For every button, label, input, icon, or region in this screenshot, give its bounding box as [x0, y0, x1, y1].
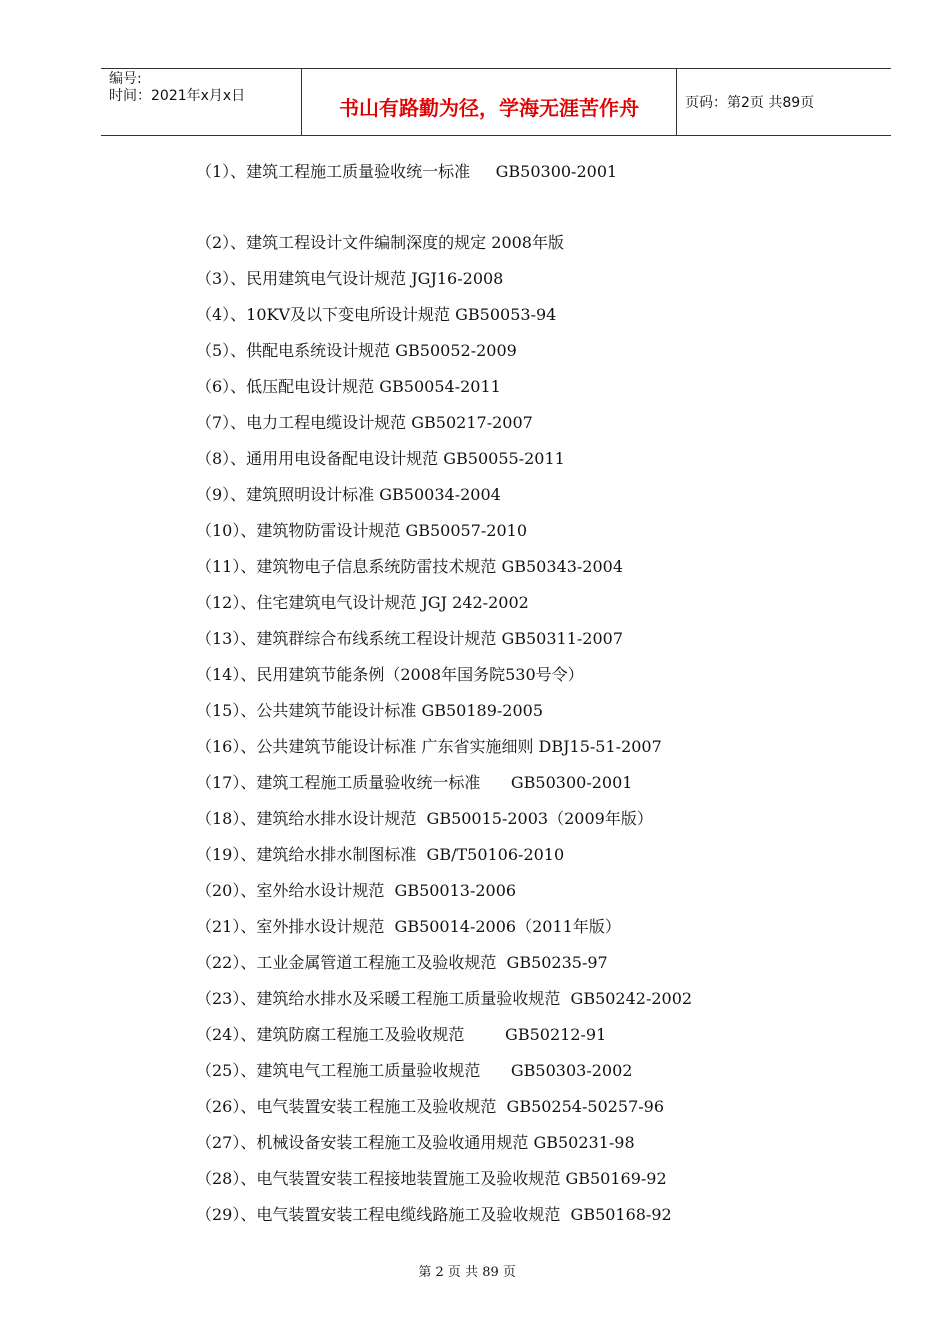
list-item: （27）、机械设备安装工程施工及验收通用规范 GB50231-98	[196, 1133, 635, 1152]
list-item: （24）、建筑防腐工程施工及验收规范 GB50212-91	[196, 1025, 607, 1044]
list-item: （8）、通用用电设备配电设计规范 GB50055-2011	[196, 449, 565, 468]
list-item: （20）、室外给水设计规范 GB50013-2006	[196, 881, 517, 900]
list-item: （17）、建筑工程施工质量验收统一标准 GB50300-2001	[196, 773, 633, 792]
list-item: （18）、建筑给水排水设计规范 GB50015-2003（2009年版）	[196, 809, 653, 828]
list-item: （15）、公共建筑节能设计标准 GB50189-2005	[196, 701, 544, 720]
header-meta	[101, 69, 302, 135]
list-item: （26）、电气装置安装工程施工及验收规范 GB50254-50257-96	[196, 1097, 665, 1116]
list-item: （22）、工业金属管道工程施工及验收规范 GB50235-97	[196, 953, 608, 972]
footer-page-number: 第 2 页 共 89 页	[418, 1265, 516, 1280]
header-page-info: 页码：第2页 共89页	[685, 95, 815, 111]
document-number-label: 编号:	[109, 71, 142, 87]
list-item: （4）、10KV及以下变电所设计规范 GB50053-94	[196, 305, 557, 324]
list-item: （1）、建筑工程施工质量验收统一标准 GB50300-2001	[196, 162, 618, 181]
page-header	[101, 68, 891, 136]
list-item: （21）、室外排水设计规范 GB50014-2006（2011年版）	[196, 917, 621, 936]
list-item: （2）、建筑工程设计文件编制深度的规定 2008年版	[196, 233, 564, 252]
list-item: （28）、电气装置安装工程接地装置施工及验收规范 GB50169-92	[196, 1169, 667, 1188]
list-item: （16）、公共建筑节能设计标准 广东省实施细则 DBJ15-51-2007	[196, 737, 662, 756]
standards-list	[196, 159, 896, 1238]
list-item: （14）、民用建筑节能条例（2008年国务院530号令）	[196, 665, 584, 684]
list-item: （12）、住宅建筑电气设计规范 JGJ 242-2002	[196, 593, 529, 612]
list-item: （29）、电气装置安装工程电缆线路施工及验收规范 GB50168-92	[196, 1205, 672, 1224]
document-time-label: 时间：2021年x月x日	[109, 88, 246, 104]
list-item: （13）、建筑群综合布线系统工程设计规范 GB50311-2007	[196, 629, 624, 648]
list-item: （23）、建筑给水排水及采暖工程施工质量验收规范 GB50242-2002	[196, 989, 693, 1008]
header-motto: 书山有路勤为径，学海无涯苦作舟	[302, 69, 677, 135]
list-item: （25）、建筑电气工程施工质量验收规范 GB50303-2002	[196, 1061, 633, 1080]
list-item: （11）、建筑物电子信息系统防雷技术规范 GB50343-2004	[196, 557, 624, 576]
page-footer	[0, 1246, 950, 1280]
list-item: （10）、建筑物防雷设计规范 GB50057-2010	[196, 521, 528, 540]
list-item: （6）、低压配电设计规范 GB50054-2011	[196, 377, 501, 396]
list-item: （9）、建筑照明设计标准 GB50034-2004	[196, 485, 501, 504]
list-item: （19）、建筑给水排水制图标准 GB/T50106-2010	[196, 845, 565, 864]
list-item: （7）、电力工程电缆设计规范 GB50217-2007	[196, 413, 533, 432]
list-item: （3）、民用建筑电气设计规范 JGJ16-2008	[196, 269, 504, 288]
list-item: （5）、供配电系统设计规范 GB50052-2009	[196, 341, 517, 360]
